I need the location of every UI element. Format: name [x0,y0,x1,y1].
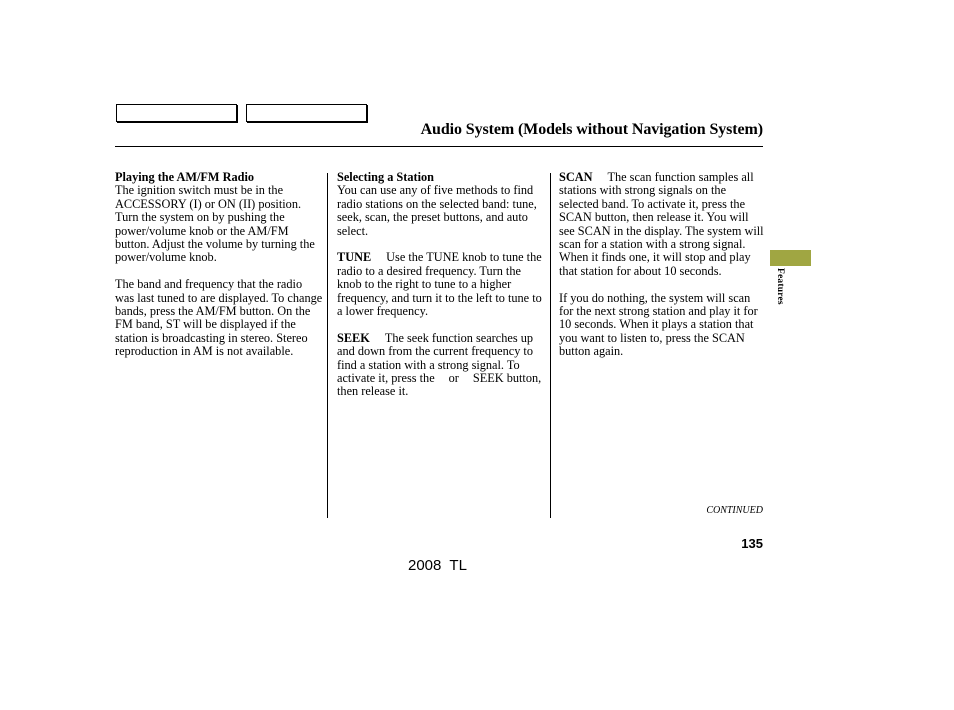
paragraph-seek-c: SEEK button, then release it. [337,371,542,399]
continued-label: CONTINUED [706,505,763,516]
section-heading-am-fm: Playing the AM/FM Radio [115,170,255,184]
term-seek: SEEK [337,330,370,345]
paragraph-seek-a: The seek function searches up and down from the current frequency to find a station with a strong signal. To activate it, press the [337,330,533,386]
paragraph-scan-next: If you do nothing, the system will scan for the next strong station and play it for 10 seconds. When it plays a station that you want to listen to, press the SCAN button again. [559,290,758,359]
column-divider [550,173,551,518]
term-scan: SCAN [559,170,593,184]
paragraph-ignition: The ignition switch must be in the ACCESSORY (I) or ON (II) position. Turn the system on by pushing the power/volume knob or the AM/FM button. Adjust the volume by turning the power/volume knob. [115,183,315,265]
section-heading-selecting-station: Selecting a Station [337,170,435,184]
column-right [559,171,765,372]
page-number: 135 [741,536,763,551]
paragraph-seek-b: or [448,371,459,386]
footer-model-label: 2008 TL [408,557,467,574]
column-middle [337,171,547,412]
nav-button-contents[interactable] [116,104,237,122]
term-tune: TUNE [337,250,372,265]
nav-button-index[interactable] [246,104,367,122]
paragraph-scan: The scan function samples all stations with strong signals on the selected band. To activate it, press the SCAN button, then release it. You will see SCAN in the display. The system will scan for a station with a strong signal. When it finds one, it will stop and play that station for about 10 seconds. [559,170,764,278]
section-tab-marker [770,250,811,266]
column-divider [327,173,328,518]
paragraph-band-frequency: The band and frequency that the radio was last tuned to are displayed. To change bands, press the AM/FM button. On the FM band, ST will be displayed if the station is broadcasting in stereo. Stereo reproduction in AM is not available. [115,277,323,359]
paragraph-methods: You can use any of five methods to find radio stations on the selected band: tune, seek, scan, the preset buttons, and auto select. [337,183,537,238]
column-left [115,171,323,372]
section-side-label: Features [775,268,785,305]
paragraph-tune: Use the TUNE knob to tune the radio to a desired frequency. Turn the knob to the right to tune to a higher frequency, and turn it to the left to tune to a lower frequency. [337,250,542,319]
title-divider [115,146,763,147]
page-title: Audio System (Models without Navigation System) [420,121,763,138]
